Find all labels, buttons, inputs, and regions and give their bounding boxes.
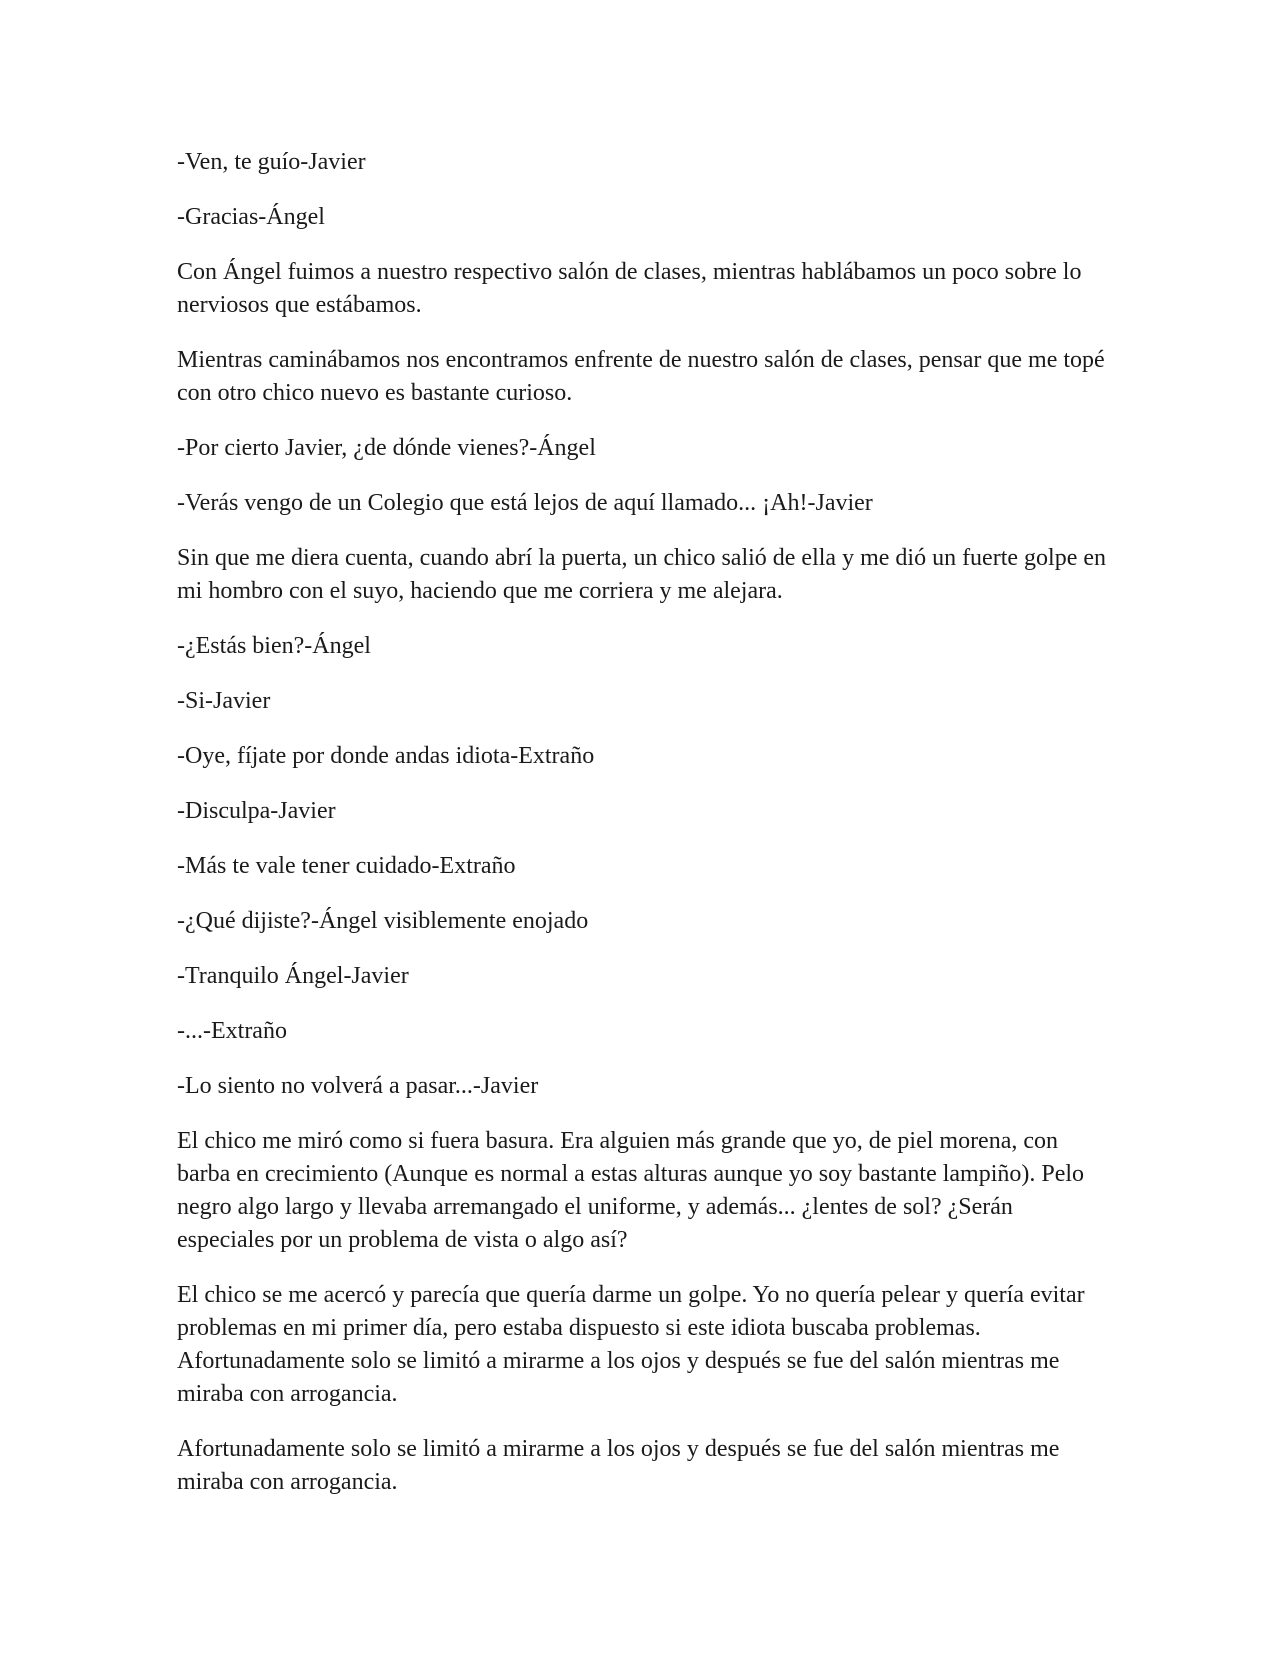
paragraph-11: -Disculpa-Javier xyxy=(177,798,336,824)
paragraph-15: -...-Extraño xyxy=(177,1018,287,1044)
paragraph-3: Con Ángel fuimos a nuestro respectivo salón de clases, mientras hablábamos un poco sobre lo nerviosos que estábamos. xyxy=(177,259,1082,318)
paragraph-12: -Más te vale tener cuidado-Extraño xyxy=(177,853,516,879)
paragraph-8: -¿Estás bien?-Ángel xyxy=(177,633,371,659)
paragraph-14: -Tranquilo Ángel-Javier xyxy=(177,963,409,989)
paragraph-9: -Si-Javier xyxy=(177,688,271,714)
paragraph-2: -Gracias-Ángel xyxy=(177,204,325,230)
paragraph-5: -Por cierto Javier, ¿de dónde vienes?-Ángel xyxy=(177,435,596,461)
paragraph-19: Afortunadamente solo se limitó a mirarme a los ojos y después se fue del salón mientras me miraba con arrogancia. xyxy=(177,1436,1060,1495)
paragraph-16: -Lo siento no volverá a pasar...-Javier xyxy=(177,1073,539,1099)
paragraph-17: El chico me miró como si fuera basura. Era alguien más grande que yo, de piel morena, con barba en crecimiento (Aunque es normal a estas alturas aunque yo soy bastante lampiño). Pelo negro algo largo y llevaba arremangado el uniforme, y además... ¿lentes de sol? ¿Serán especiales por un problema de vista o algo así? xyxy=(177,1128,1085,1253)
paragraph-6: -Verás vengo de un Colegio que está lejos de aquí llamado... ¡Ah!-Javier xyxy=(177,490,873,516)
paragraph-4: Mientras caminábamos nos encontramos enfrente de nuestro salón de clases, pensar que me topé con otro chico nuevo es bastante curioso. xyxy=(177,347,1105,406)
paragraph-1: -Ven, te guío-Javier xyxy=(177,149,366,175)
paragraph-7: Sin que me diera cuenta, cuando abrí la puerta, un chico salió de ella y me dió un fuerte golpe en mi hombro con el suyo, haciendo que me corriera y me alejara. xyxy=(177,545,1106,604)
document-body xyxy=(177,146,1107,1521)
paragraph-13: -¿Qué dijiste?-Ángel visiblemente enojado xyxy=(177,908,589,934)
paragraph-18: El chico se me acercó y parecía que quería darme un golpe. Yo no quería pelear y quería evitar problemas en mi primer día, pero estaba dispuesto si este idiota buscaba problemas. Afortunadamente solo se limitó a mirarme a los ojos y después se fue del salón mientras me miraba con arrogancia. xyxy=(177,1282,1085,1407)
paragraph-10: -Oye, fíjate por donde andas idiota-Extraño xyxy=(177,743,595,769)
